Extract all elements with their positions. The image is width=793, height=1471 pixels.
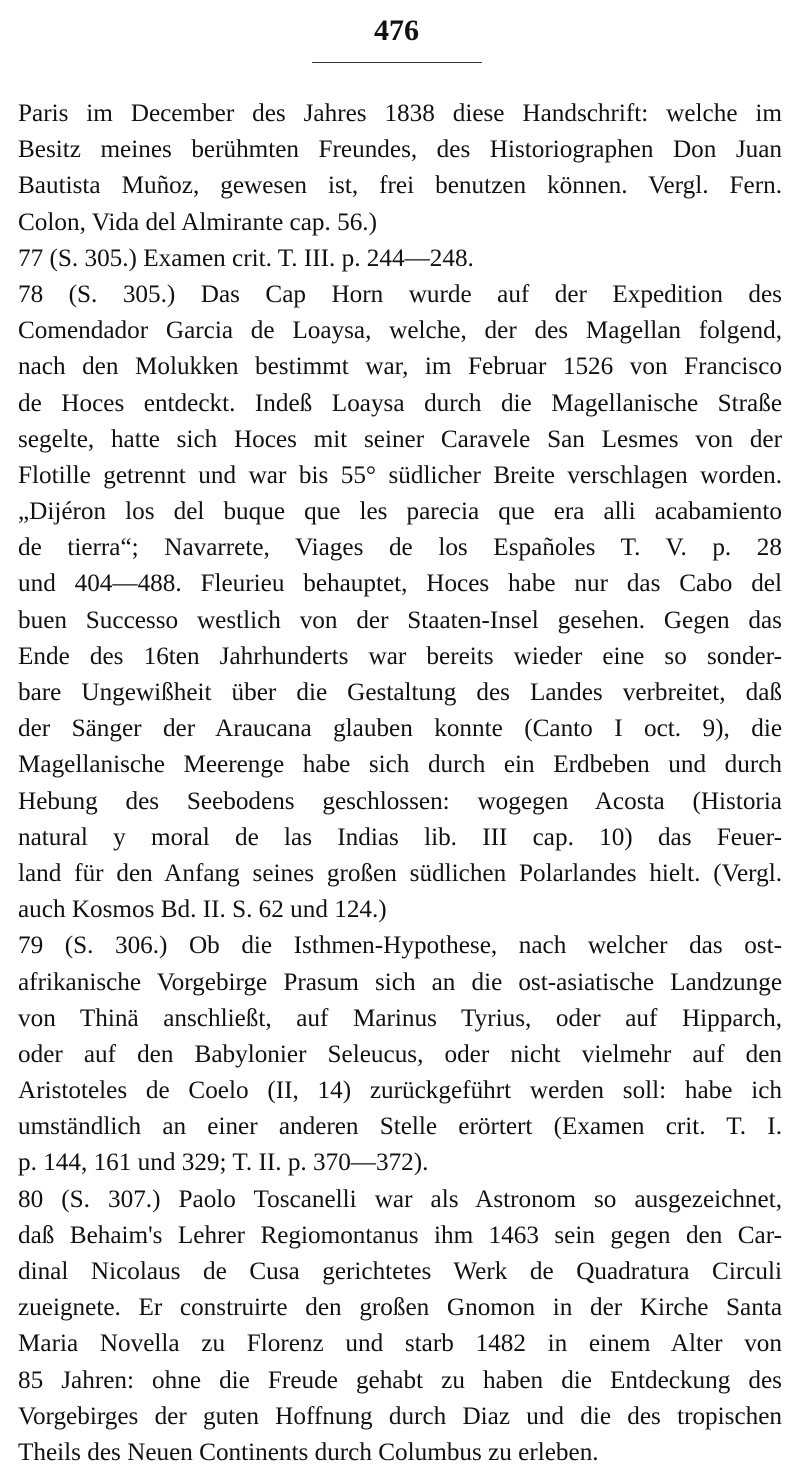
text-line: daß Behaim's Lehrer Regiomontanus ihm 1463 sein gegen den Car- <box>18 1221 782 1249</box>
text-line: Paris im December des Jahres 1838 diese Handschrift: welche im <box>18 100 782 127</box>
text-line: zueignete. Er construirte den großen Gnomon in der Kirche Santa <box>18 1294 782 1322</box>
text-line: und 404—488. Fleurieu behauptet, Hoces habe nur das Cabo del <box>18 570 782 598</box>
text-line: natural y moral de las Indias lib. III cap. 10) das Feuer- <box>18 823 782 851</box>
body-text <box>18 96 782 1471</box>
text-line: von Thinä anschließt, auf Marinus Tyrius, oder auf Hipparch, <box>18 1004 782 1032</box>
text-line: p. 144, 161 und 329; T. II. p. 370—372). <box>18 1149 429 1177</box>
text-line: 80 (S. 307.) Paolo Toscanelli war als Astronom so ausgezeichnet, <box>18 1185 782 1213</box>
text-line: Aristoteles de Coelo (II, 14) zurückgeführt werden soll: habe ich <box>18 1077 782 1105</box>
text-line: Comendador Garcia de Loaysa, welche, der des Magellan folgend, <box>18 317 782 345</box>
text-line: umständlich an einer anderen Stelle erörtert (Examen crit. T. I. <box>18 1113 782 1141</box>
text-line: Besitz meines berühmten Freundes, des Historiographen Don Juan <box>18 136 782 164</box>
text-line: nach den Molukken bestimmt war, im Februar 1526 von Francisco <box>18 353 782 381</box>
text-line: Ende des 16ten Jahrhunderts war bereits wieder eine so sonder- <box>18 642 782 670</box>
text-line: Flotille getrennt und war bis 55° südlicher Breite verschlagen worden. <box>18 461 782 489</box>
text-line: bare Ungewißheit über die Gestaltung des Landes verbreitet, daß <box>18 679 782 706</box>
text-line: oder auf den Babylonier Seleucus, oder nicht vielmehr auf den <box>18 1040 782 1068</box>
page-number: 476 <box>374 14 419 47</box>
text-line: 85 Jahren: ohne die Freude gehabt zu haben die Entdeckung des <box>18 1366 782 1394</box>
text-line: dinal Nicolaus de Cusa gerichtetes Werk de Quadratura Circuli <box>18 1258 782 1285</box>
text-line: Maria Novella zu Florenz und starb 1482 in einem Alter von <box>18 1330 782 1358</box>
text-line: „Dijéron los del buque que les parecia que era alli acabamiento <box>18 498 782 526</box>
text-line: de tierra“; Navarrete, Viages de los Españoles T. V. p. 28 <box>18 534 782 562</box>
text-line: buen Successo westlich von der Staaten-Insel gesehen. Gegen das <box>18 606 782 634</box>
text-line: de Hoces entdeckt. Indeß Loaysa durch die Magellanische Straße <box>18 389 782 417</box>
text-line: Bautista Muñoz, gewesen ist, frei benutzen können. Vergl. Fern. <box>18 172 782 200</box>
text-line: der Sänger der Araucana glauben konnte (Canto I oct. 9), die <box>18 715 782 743</box>
text-line: 79 (S. 306.) Ob die Isthmen-Hypothese, nach welcher das ost- <box>18 932 782 960</box>
text-line: afrikanische Vorgebirge Prasum sich an die ost-asiatische Landzunge <box>18 968 782 996</box>
text-line: land für den Anfang seines großen südlichen Polarlandes hielt. (Vergl. <box>18 859 782 887</box>
text-line: Hebung des Seebodens geschlossen: wogegen Acosta (Historia <box>18 787 782 815</box>
text-line: Magellanische Meerenge habe sich durch ein Erdbeben und durch <box>18 751 782 779</box>
header-rule <box>312 62 482 63</box>
text-line: 77 (S. 305.) Examen crit. T. III. p. 244—248. <box>18 244 474 272</box>
text-line: Colon, Vida del Almirante cap. 56.) <box>18 208 377 236</box>
text-line: 78 (S. 305.) Das Cap Horn wurde auf der Expedition des <box>18 280 782 308</box>
text-line: Vorgebirges der guten Hoffnung durch Diaz und die des tropischen <box>18 1402 782 1430</box>
text-line: auch Kosmos Bd. II. S. 62 und 124.) <box>18 896 387 924</box>
text-line: segelte, hatte sich Hoces mit seiner Caravele San Lesmes von der <box>18 425 782 453</box>
text-line: Theils des Neuen Continents durch Columbus zu erleben. <box>18 1438 599 1466</box>
